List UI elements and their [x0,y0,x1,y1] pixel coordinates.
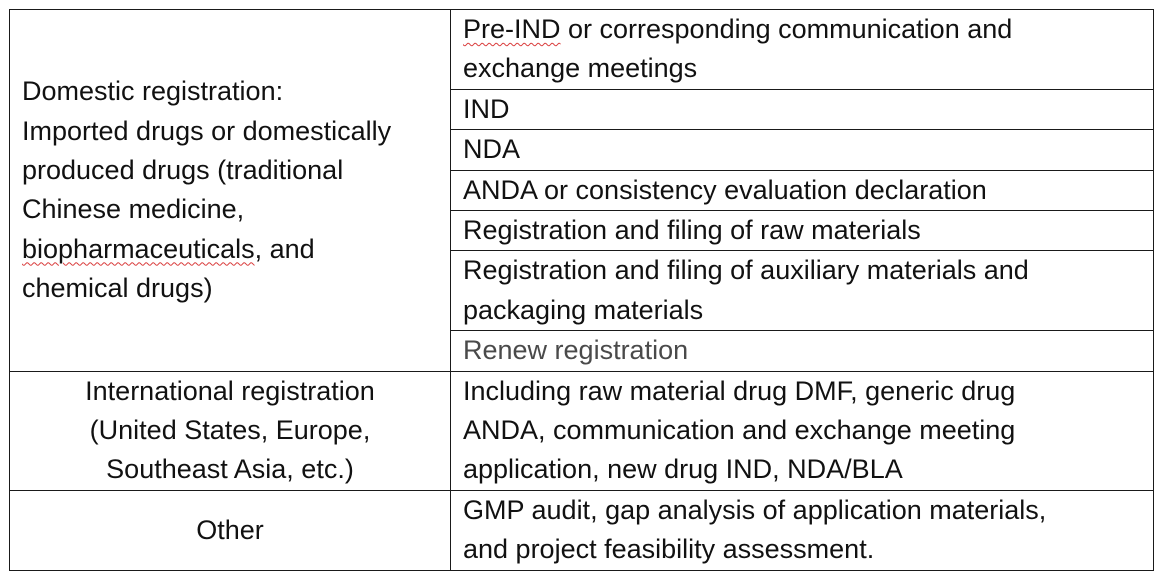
service-line: application, new drug IND, NDA/BLA [463,454,903,485]
international-category-cell [10,371,451,490]
service-cell-auxiliary-materials [451,251,1154,331]
domestic-category-line: Chinese medicine, [22,194,245,225]
domestic-category-line: Domestic registration: [22,76,284,107]
domestic-category-line: chemical drugs) [22,273,213,304]
other-category-cell: Other [10,490,451,570]
table-row [10,10,1154,90]
service-cell-renew: Renew registration [451,331,1154,371]
service-line: Including raw material drug DMF, generic drug [463,375,1016,406]
service-cell-international [451,371,1154,490]
service-line: packaging materials [463,294,704,325]
service-line: ANDA, communication and exchange meeting [463,415,1016,446]
service-line: GMP audit, gap analysis of application materials, [463,494,1047,525]
service-cell-other [451,490,1154,570]
service-fragment: or corresponding communication and [560,14,1013,44]
domestic-category-fragment: , and [254,233,315,264]
domestic-category-line: produced drugs (traditional [22,154,344,185]
domestic-category-line: Imported drugs or domestically [22,115,392,146]
service-cell-pre-ind [451,10,1154,90]
registration-services-table [9,9,1154,571]
spellcheck-word: biopharmaceuticals [22,233,255,264]
table-row [10,490,1154,570]
service-cell-nda: NDA [451,130,1154,170]
international-category-line: (United States, Europe, [89,415,371,446]
service-line: and project feasibility assessment. [463,534,875,565]
service-line: exchange meetings [463,53,698,84]
international-category-line: International registration [85,375,375,406]
spellcheck-word: Pre-IND [463,14,561,44]
service-cell-anda: ANDA or consistency evaluation declaration [451,170,1154,210]
table-row [10,371,1154,490]
international-category-line: Southeast Asia, etc.) [106,454,354,485]
domestic-category-cell [10,10,451,372]
service-line: Registration and filing of auxiliary materials and [463,255,1029,286]
service-cell-ind: IND [451,89,1154,129]
service-cell-raw-materials: Registration and filing of raw materials [451,211,1154,251]
domestic-category-line [22,230,438,269]
service-line [463,10,1141,49]
